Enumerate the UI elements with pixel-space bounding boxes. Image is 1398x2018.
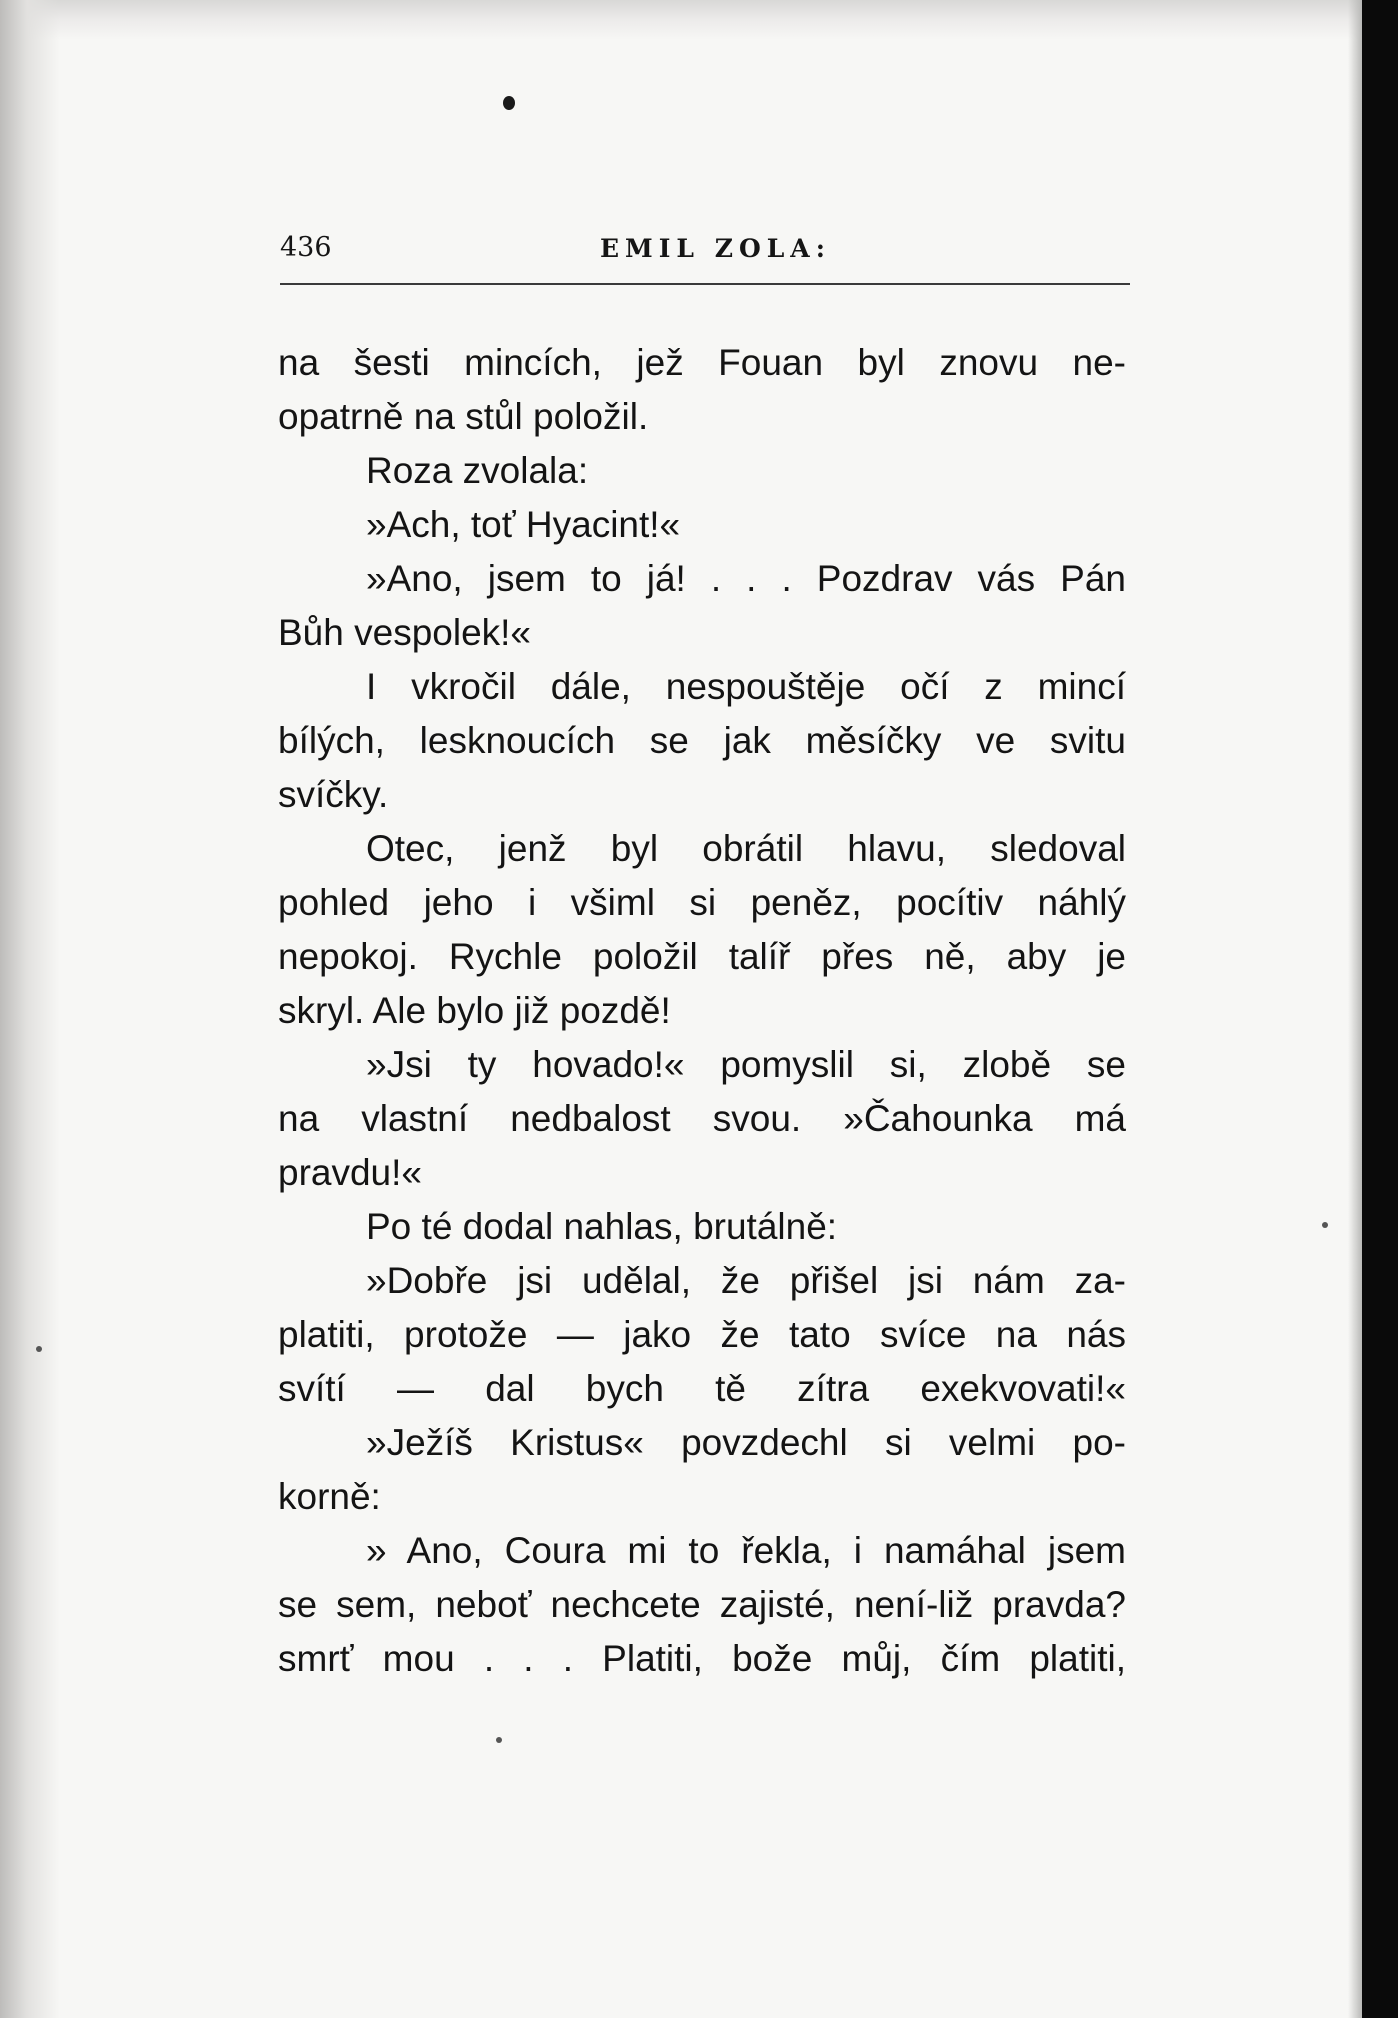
text-line: Bůh vespolek!« (278, 612, 532, 653)
text-line: pohled jeho i všiml si peněz, pocítiv náhlý (278, 882, 1126, 923)
text-line: se sem, neboť nechcete zajisté, není-liž pravda? (278, 1584, 1126, 1625)
header-rule (280, 283, 1130, 285)
text-line: »Ach, toť Hyacint!« (366, 504, 681, 545)
text-line: na vlastní nedbalost svou. »Čahounka má (278, 1098, 1126, 1139)
text-line: » Ano, Coura mi to řekla, i namáhal jsem (366, 1530, 1126, 1571)
text-line: opatrně na stůl položil. (278, 396, 649, 437)
running-head: EMIL ZOLA: (600, 234, 831, 263)
text-line: bílých, lesknoucích se jak měsíčky ve svitu (278, 720, 1126, 761)
text-line: »Dobře jsi udělal, že přišel jsi nám za- (366, 1260, 1126, 1301)
text-line: svítí — dal bych tě zítra exekvovati!« (278, 1368, 1126, 1409)
text-line: na šesti mincích, jež Fouan byl znovu ne- (278, 342, 1126, 383)
body-text (278, 336, 1126, 1686)
text-line: »Jsi ty hovado!« pomyslil si, zlobě se (366, 1044, 1126, 1085)
page-left-shadow (0, 0, 60, 2018)
text-line: »Ježíš Kristus« povzdechl si velmi po- (366, 1422, 1126, 1463)
text-line: platiti, protože — jako že tato svíce na nás (278, 1314, 1126, 1355)
text-line: skryl. Ale bylo již pozdě! (278, 990, 671, 1031)
text-line: korně: (278, 1476, 381, 1517)
text-line: nepokoj. Rychle položil talíř přes ně, aby je (278, 936, 1126, 977)
text-line: Otec, jenž byl obrátil hlavu, sledoval (366, 828, 1126, 869)
page-header (280, 232, 1130, 272)
book-spine-edge (1362, 0, 1398, 2018)
text-line: »Ano, jsem to já! . . . Pozdrav vás Pán (366, 558, 1126, 599)
text-line: smrť mou . . . Platiti, bože můj, čím platiti, (278, 1638, 1126, 1679)
page-top-shadow (0, 0, 1398, 40)
book-spine-shadow (1348, 0, 1362, 2018)
text-line: Po té dodal nahlas, brutálně: (366, 1206, 838, 1247)
ink-speck (36, 1346, 42, 1352)
text-line: I vkročil dále, nespouštěje očí z mincí (366, 666, 1126, 707)
text-line: svíčky. (278, 774, 389, 815)
ink-speck (1322, 1222, 1328, 1228)
ink-mark (503, 96, 515, 110)
text-line: pravdu!« (278, 1152, 422, 1193)
page-number: 436 (280, 232, 332, 263)
text-line: Roza zvolala: (366, 450, 589, 491)
ink-speck (496, 1737, 502, 1743)
